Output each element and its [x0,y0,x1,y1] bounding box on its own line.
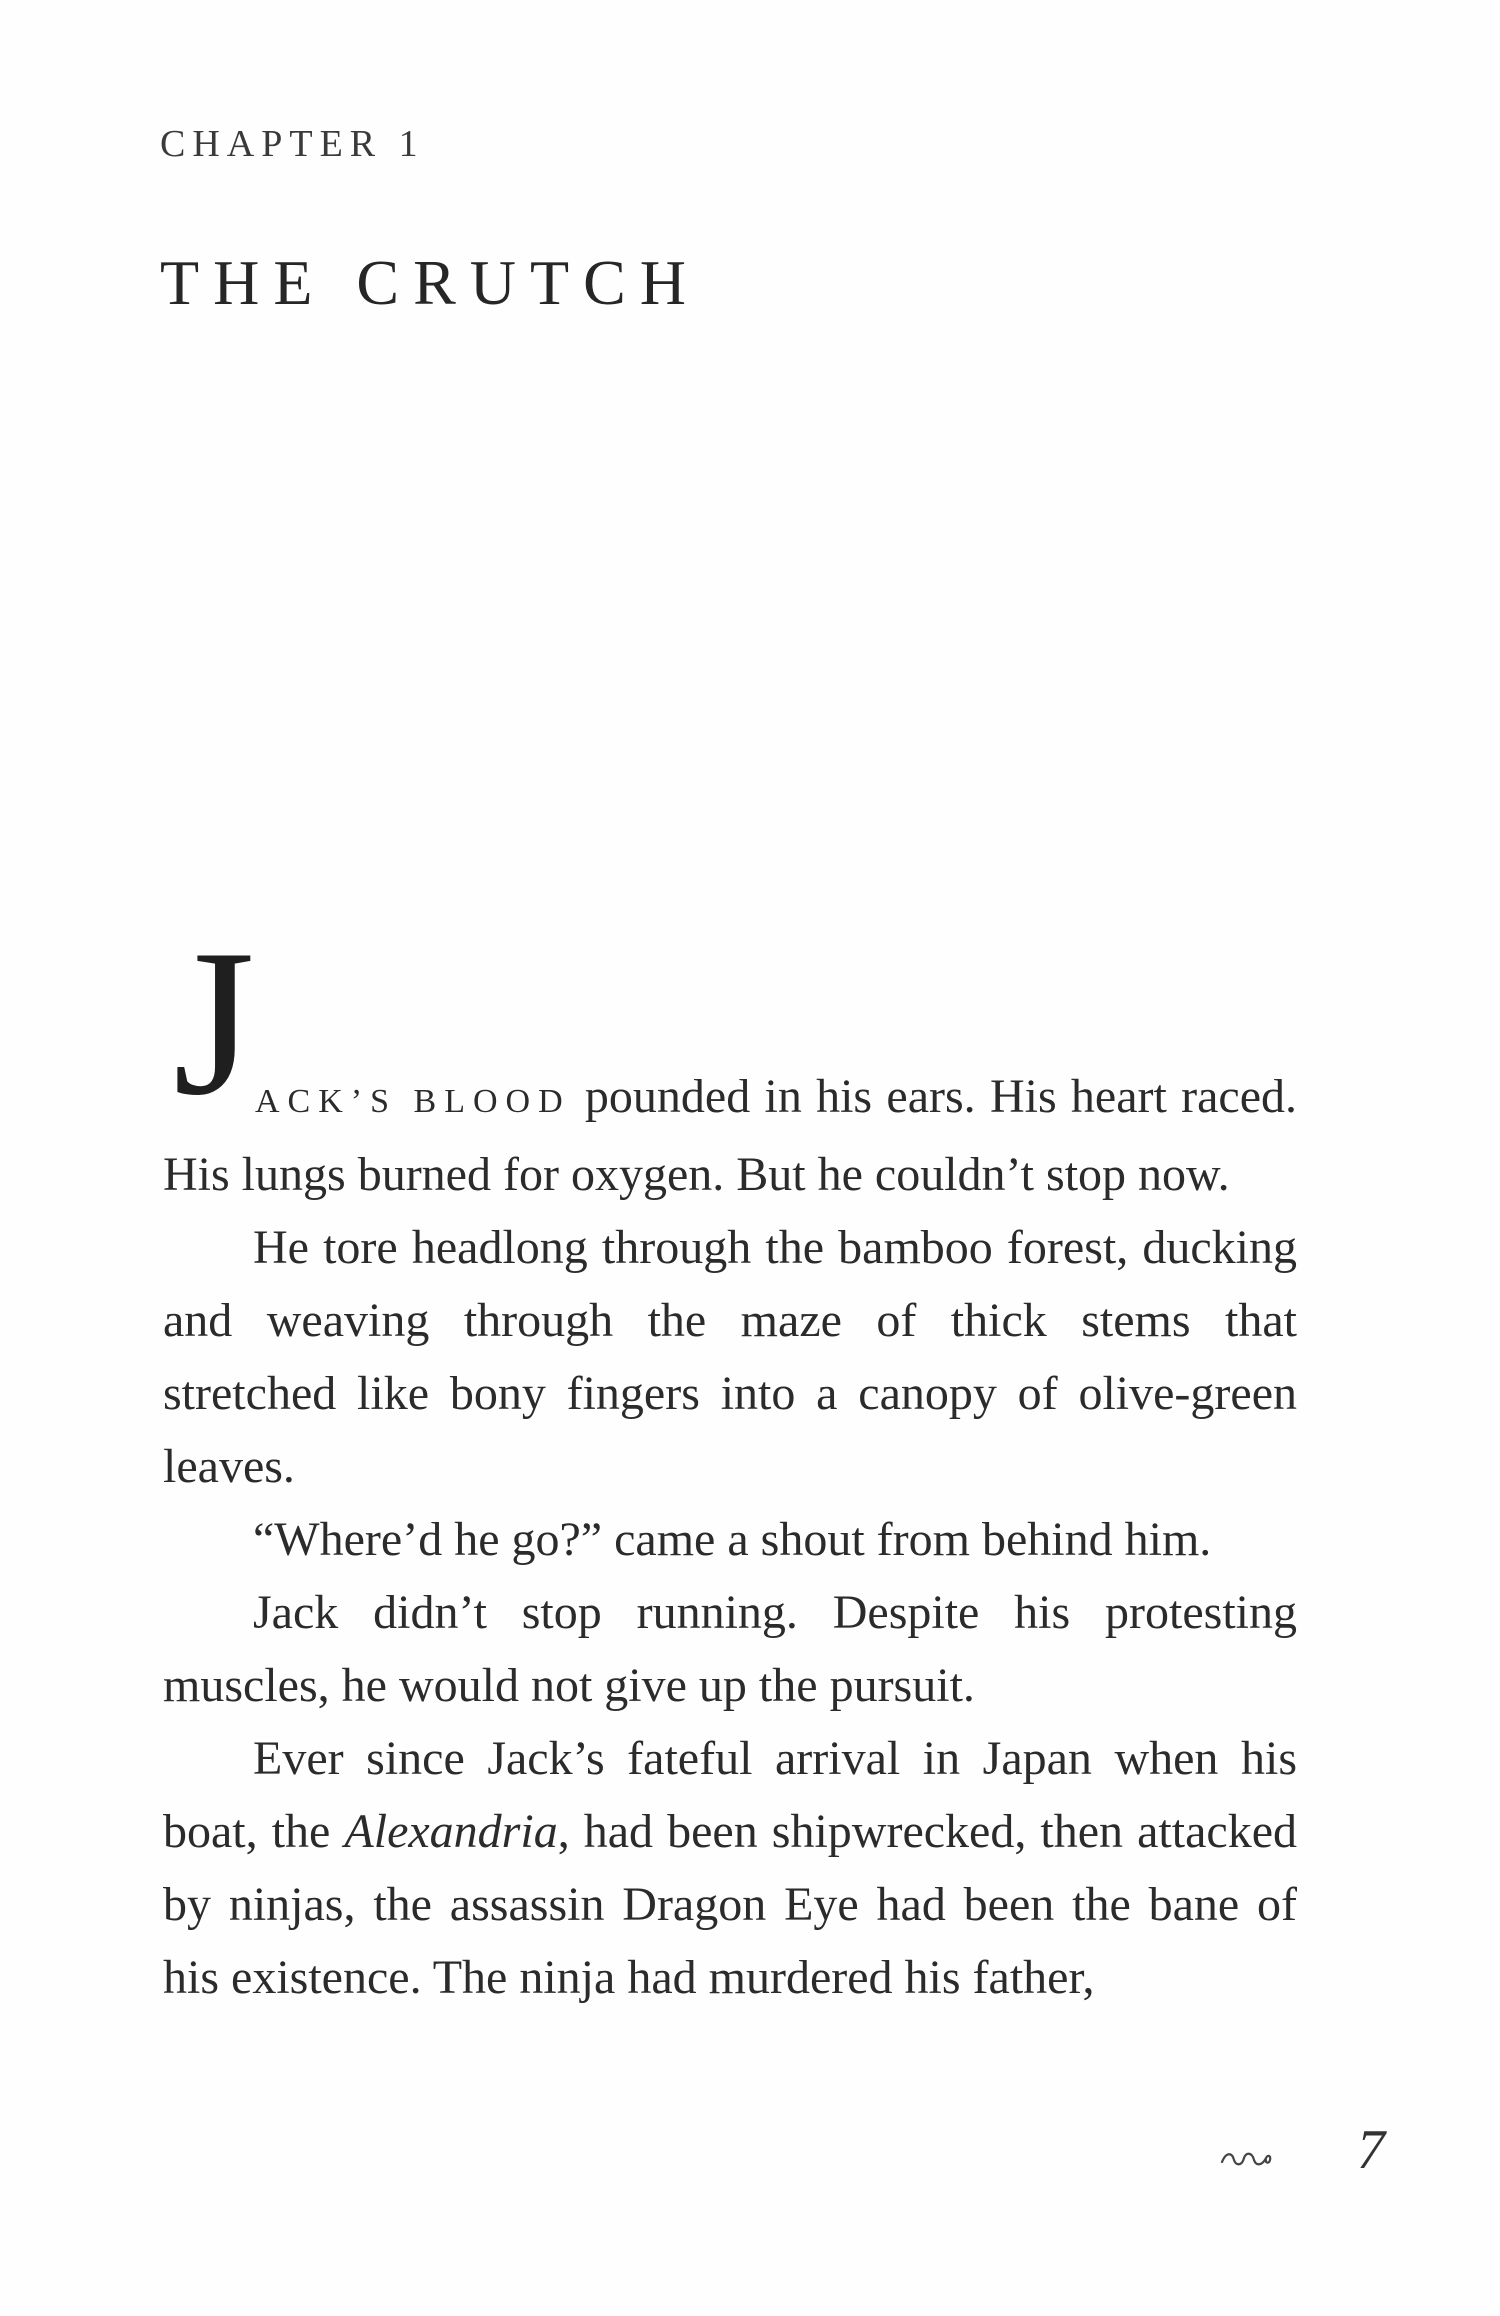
page-number: 7 [1357,2119,1385,2181]
opening-paragraph [163,907,1297,1211]
paragraph: He tore headlong through the bamboo forest, ducking and weaving through the maze of thick stems that stretched like bony fingers into a canopy of olive-green leaves. [163,1221,1297,1493]
paragraph-text: Ever since Jack’s fateful arrival in Japan when his boat, the [163,1732,1297,1858]
footer-ornament-icon [1218,2132,1274,2183]
paragraph-text: , had been shipwrecked, then attacked by ninjas, the assassin Dragon Eye had been the bane of his existence. The ninja had murdered his father, [163,1805,1298,2004]
chapter-label: CHAPTER 1 [160,123,425,165]
paragraph: Jack didn’t stop running. Despite his protesting muscles, he would not give up the pursuit. [163,1586,1297,1712]
opening-small-caps: ACK’S BLOOD [255,1083,571,1120]
paragraph: “Where’d he go?” came a shout from behind him. [253,1513,1212,1566]
opening-text: pounded in his ears. His heart raced. His lungs burned for oxygen. But he couldn’t stop now. [163,1070,1297,1201]
drop-cap: J [173,907,255,1139]
body-text [163,907,1298,2014]
chapter-title: THE CRUTCH [160,247,700,318]
ship-name: Alexandria [344,1805,558,1858]
paragraph-last [163,1722,1297,2014]
